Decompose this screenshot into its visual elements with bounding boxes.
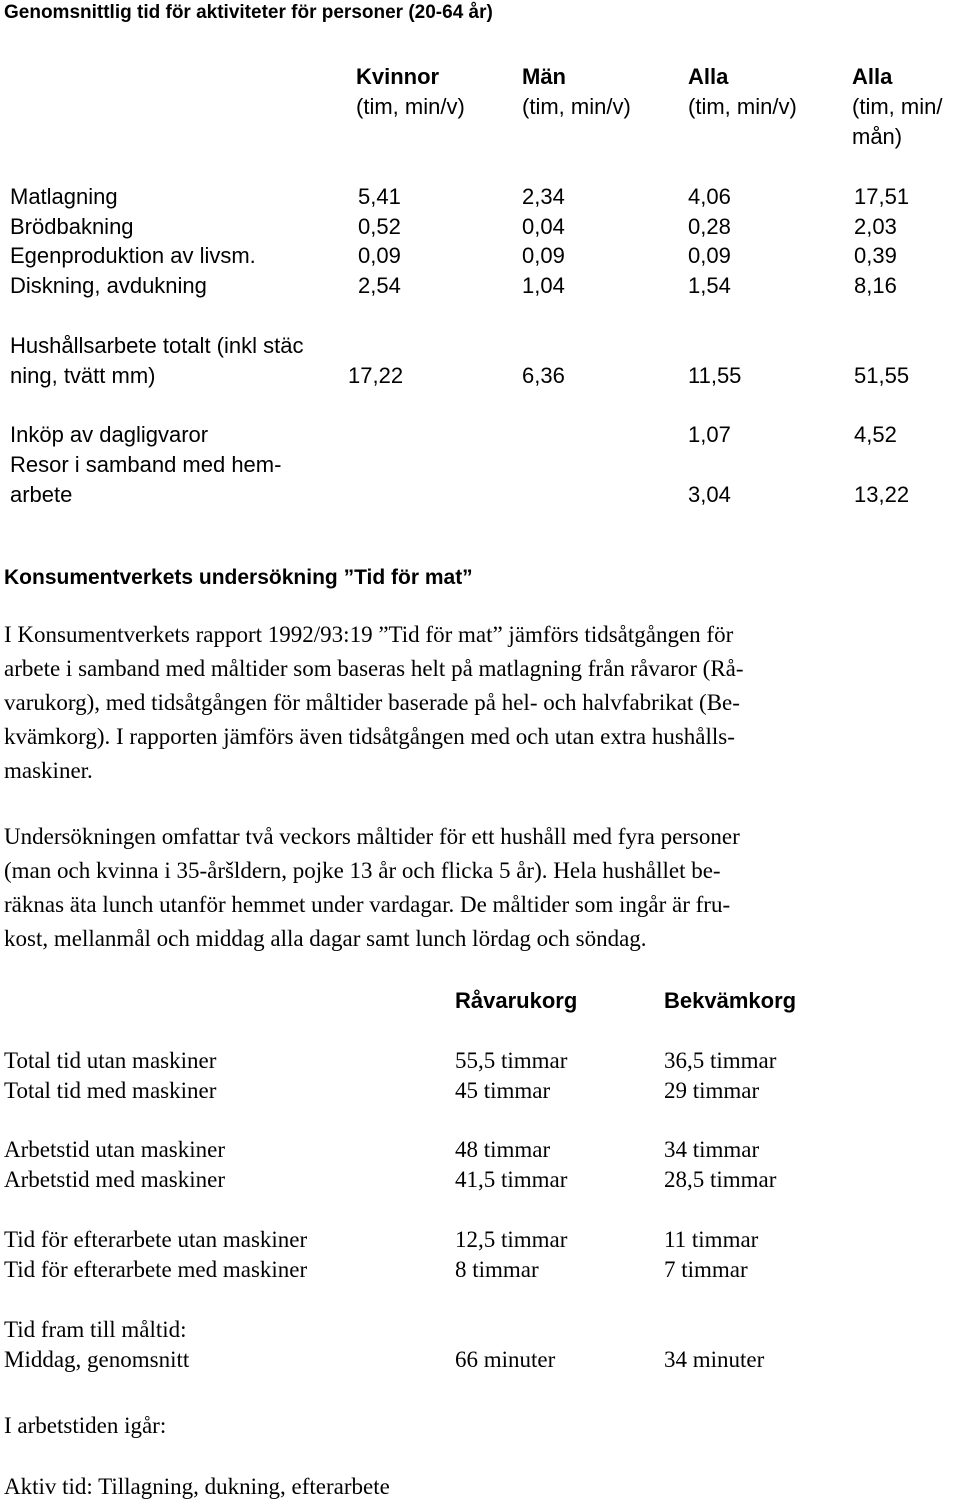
row-label: Diskning, avdukning — [10, 273, 207, 298]
cell-ravarukorg: 55,5 timmar — [455, 1048, 568, 1073]
cell-alla: 0,28 — [688, 214, 731, 239]
cell-bekvamkorg: 7 timmar — [664, 1257, 748, 1282]
cell-alla-man: 0,39 — [854, 243, 897, 268]
table-row — [10, 331, 950, 391]
section-heading: Konsumentverkets undersökning ”Tid för mat” — [4, 566, 473, 589]
header-alla-man-unit: (tim, min/ — [852, 94, 943, 119]
trailing-line: I arbetstiden igår: — [4, 1413, 167, 1438]
paragraph-line: kost, mellanmål och middag alla dagar samt lunch lördag och söndag. — [4, 926, 647, 951]
row-label: Tid för efterarbete utan maskiner — [4, 1227, 308, 1252]
cell-ravarukorg: 12,5 timmar — [455, 1227, 568, 1252]
header-alla-man-unit2: mån) — [852, 124, 903, 149]
row-label: Arbetstid med maskiner — [4, 1167, 226, 1192]
cell-ravarukorg: 66 minuter — [455, 1347, 556, 1372]
cell-alla-man: 2,03 — [854, 214, 897, 239]
paragraph-line: arbete i samband med måltider som baseras helt på matlagning från råvaror (Rå- — [4, 656, 744, 681]
cell-bekvamkorg: 29 timmar — [664, 1078, 760, 1103]
header-kvinnor-name: Kvinnor — [356, 64, 440, 89]
header-alla-v-unit: (tim, min/v) — [688, 94, 797, 119]
paragraph-1 — [4, 618, 894, 788]
row-label: Brödbakning — [10, 214, 134, 239]
row-label: Tid fram till måltid: — [4, 1317, 187, 1342]
cell-man: 1,04 — [522, 273, 565, 298]
paragraph-line: (man och kvinna i 35-åršldern, pojke 13 år och flicka 5 år). Hela hushållet be- — [4, 858, 721, 883]
cell-alla-man: 4,52 — [854, 422, 897, 447]
header-man-name: Män — [522, 64, 566, 89]
row-label: Inköp av dagligvaror — [10, 422, 209, 447]
cell-bekvamkorg: 28,5 timmar — [664, 1167, 777, 1192]
cell-alla: 0,09 — [688, 243, 731, 268]
paragraph-line: kvämkorg). I rapporten jämförs även tidsåtgången med och utan extra hushålls- — [4, 724, 735, 749]
row-label: Total tid med maskiner — [4, 1078, 217, 1103]
cell-kvinnor: 2,54 — [358, 273, 401, 298]
row-label-cont: ning, tvätt mm) — [10, 363, 156, 388]
header-alla-v-name: Alla — [688, 64, 729, 89]
cell-man: 0,04 — [522, 214, 565, 239]
table-row — [10, 450, 950, 510]
cell-ravarukorg: 41,5 timmar — [455, 1167, 568, 1192]
row-label: Egenproduktion av livsm. — [10, 243, 256, 268]
row-label: Tid för efterarbete med maskiner — [4, 1257, 308, 1282]
cell-bekvamkorg: 11 timmar — [664, 1227, 759, 1252]
row-label-cont: arbete — [10, 482, 73, 507]
row-label: Hushållsarbete totalt (inkl stäc — [10, 333, 304, 358]
cut-off-line: Aktiv tid: Tillagning, dukning, efterarbete — [4, 1474, 390, 1499]
row-label: Matlagning — [10, 184, 118, 209]
header-man — [522, 62, 631, 122]
cell-bekvamkorg: 36,5 timmar — [664, 1048, 777, 1073]
cell-alla-man: 8,16 — [854, 273, 897, 298]
cell-bekvamkorg: 34 timmar — [664, 1137, 760, 1162]
cell-alla: 1,54 — [688, 273, 731, 298]
header-alla-v — [688, 62, 797, 122]
cell-alla: 1,07 — [688, 422, 731, 447]
paragraph-line: I Konsumentverkets rapport 1992/93:19 ”Tid för mat” jämförs tidsåtgången för — [4, 622, 734, 647]
paragraph-line: räknas äta lunch utanför hemmet under vardagar. De måltider som ingår är fru- — [4, 892, 731, 917]
paragraph-2 — [4, 820, 894, 956]
cell-kvinnor: 17,22 — [348, 363, 404, 388]
header-man-unit: (tim, min/v) — [522, 94, 631, 119]
paragraph-line: varukorg), med tidsåtgången för måltider baserade på hel- och halvfabrikat (Be- — [4, 690, 740, 715]
cell-alla-man: 13,22 — [854, 482, 910, 507]
cell-man: 6,36 — [522, 363, 565, 388]
header-ravarukorg: Råvarukorg — [455, 988, 578, 1013]
header-bekvamkorg: Bekvämkorg — [664, 988, 797, 1013]
cell-ravarukorg: 8 timmar — [455, 1257, 539, 1282]
cell-man: 0,09 — [522, 243, 565, 268]
cell-kvinnor: 0,52 — [358, 214, 401, 239]
row-label: Arbetstid utan maskiner — [4, 1137, 226, 1162]
paragraph-line: Undersökningen omfattar två veckors måltider för ett hushåll med fyra personer — [4, 824, 740, 849]
header-alla-man — [852, 62, 942, 152]
cell-alla-man: 17,51 — [854, 184, 910, 209]
header-kvinnor — [356, 62, 465, 122]
cell-alla: 11,55 — [688, 363, 742, 388]
cell-kvinnor: 0,09 — [358, 243, 401, 268]
page-title: Genomsnittlig tid för aktiviteter för personer (20-64 år) — [4, 2, 493, 23]
header-alla-man-name: Alla — [852, 64, 893, 89]
paragraph-line: maskiner. — [4, 758, 93, 783]
cell-alla-man: 51,55 — [854, 363, 910, 388]
cell-ravarukorg: 48 timmar — [455, 1137, 551, 1162]
cell-man: 2,34 — [522, 184, 565, 209]
cell-ravarukorg: 45 timmar — [455, 1078, 551, 1103]
cell-alla: 3,04 — [688, 482, 731, 507]
cell-alla: 4,06 — [688, 184, 731, 209]
row-label: Total tid utan maskiner — [4, 1048, 217, 1073]
row-label: Resor i samband med hem- — [10, 452, 282, 477]
cell-kvinnor: 5,41 — [358, 184, 401, 209]
cell-bekvamkorg: 34 minuter — [664, 1347, 765, 1372]
row-label: Middag, genomsnitt — [4, 1347, 190, 1372]
header-kvinnor-unit: (tim, min/v) — [356, 94, 465, 119]
